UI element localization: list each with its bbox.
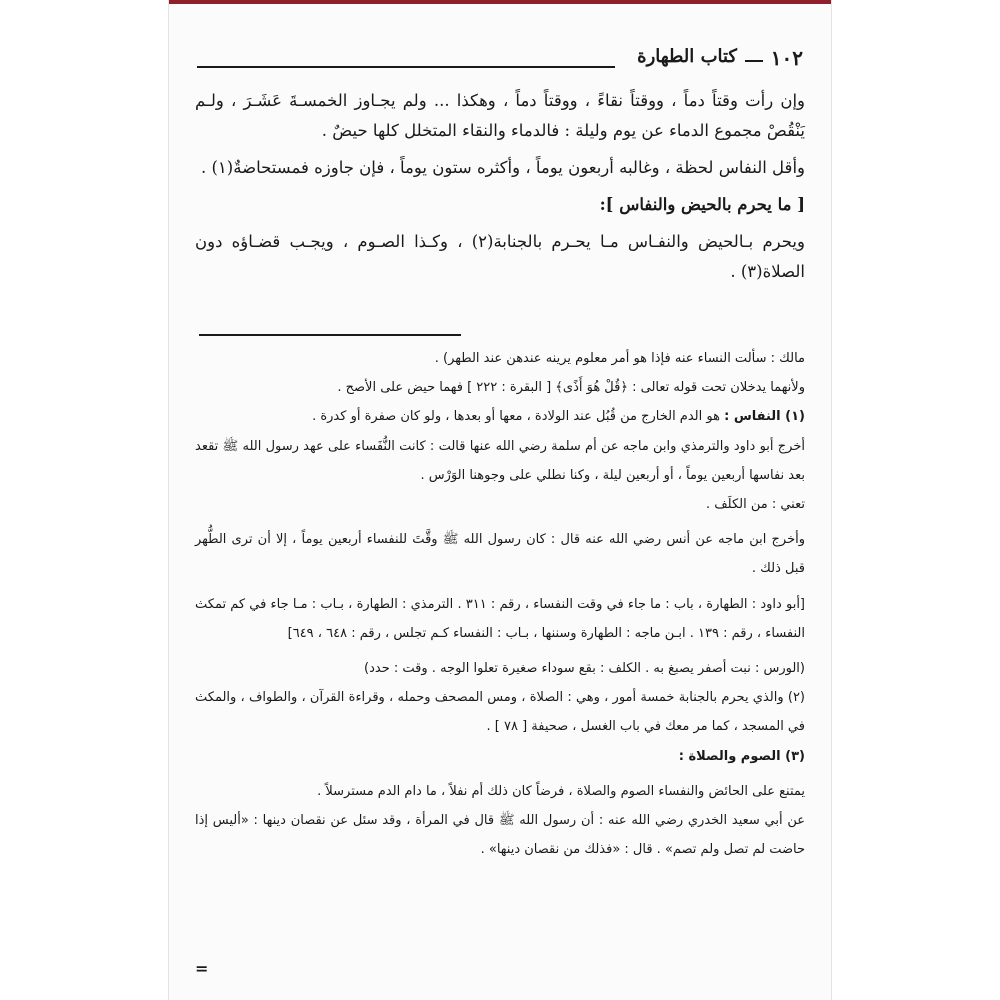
- top-border: [169, 0, 831, 4]
- main-paragraph-1: وإن رأت وقتاً دماً ، ووقتاً نقاءً ، ووقتاً دماً ، وهكذا ... ولم يجـاوز الخمسـةَ عَشَـرَ ، ولـم يَنْقُصْ مجموع الدماء عن يوم وليلة : فالدماء والنقاء المتخلل كلها حيضٌ .: [195, 91, 805, 140]
- footnote-separator: [199, 334, 461, 336]
- header-rule: [197, 66, 615, 68]
- page-number: ١٠٢: [770, 46, 803, 70]
- footnote-1: [195, 402, 805, 431]
- section-heading: [ ما يحرم بالحيض والنفاس ]:: [599, 195, 805, 214]
- footnote-1-text: هو الدم الخارج من قُبُل عند الولادة ، معها أو بعدها ، ولو كان صفرة أو كدرة .: [312, 409, 725, 425]
- footnote-line: يمتنع على الحائض والنفساء الصوم والصلاة ، فرضاً كان ذلك أم نفلاً ، ما دام الدم مسترسلاً .: [317, 783, 805, 799]
- footnote-3-heading: (٣) الصوم والصلاة :: [678, 748, 805, 764]
- footnote-1-label: (١) النفاس :: [724, 409, 805, 425]
- header-dash: [745, 60, 763, 62]
- footnote-glossary: (الورس : نبت أصفر يصبغ به . الكلف : بقع سوداء صغيرة تعلوا الوجه . وقت : حدد): [364, 661, 805, 677]
- book-title: كتاب الطهارة: [637, 46, 737, 67]
- footnote-line: عن أبي سعيد الخدري رضي الله عنه : أن رسول الله ﷺ قال في المرأة ، وقد سئل عن نقصان دينها : «أليس إذا حاضت لم تصل ولم تصم» . قال : «فذلك من نقصان دينها» .: [195, 813, 805, 858]
- running-header: [197, 46, 803, 76]
- footnotes: [195, 344, 805, 864]
- main-paragraph-3: ويحرم بـالحيض والنفـاس مـا يحـرم بالجنابة(٢) ، وكـذا الصـوم ، ويجـب قضـاؤه دون الصلاة(٣) .: [195, 232, 805, 281]
- footnote-line: مالك : سألت النساء عنه فإذا هو أمر معلوم يرينه عندهن عند الطهر) .: [434, 351, 805, 366]
- main-text: [195, 86, 805, 294]
- main-paragraph-2: وأقل النفاس لحظة ، وغالبه أربعون يوماً ، وأكثره ستون يوماً ، فإن جاوزه فمستحاضةٌ(١) .: [200, 158, 805, 177]
- footnote-citation: [أبو داود : الطهارة ، باب : ما جاء في وقت النفساء ، رقم : ٣١١ . الترمذي : الطهارة ، بـاب : مـا جاء في كم تمكث النفساء ، رقم : ١٣٩ . ابـن ماجه : الطهارة وسننها ، بـاب : النفساء كـم تجلس ، رقم : ٦٤٨ ، ٦٤٩]: [195, 596, 805, 641]
- footnote-2: (٢) والذي يحرم بالجنابة خمسة أمور ، وهي : الصلاة ، ومس المصحف وحمله ، وقراءة القرآن ، والطواف ، والمكث في المسجد ، كما مر معك في باب الغسل ، صحيفة [ ٧٨ ] .: [195, 690, 805, 735]
- page-end-mark: =: [195, 959, 209, 978]
- footnote-line: وأخرج ابن ماجه عن أنس رضي الله عنه قال : كان رسول الله ﷺ وقَّتَ للنفساء أربعين يوماً ، إلا أن ترى الطُّهر قبل ذلك .: [195, 532, 805, 577]
- footnote-line: ولأنهما يدخلان تحت قوله تعالى : ﴿قُلْ هُوَ أَذًى﴾ [ البقرة : ٢٢٢ ] فهما حيض على الأصح .: [337, 380, 805, 396]
- footnote-line: أخرج أبو داود والترمذي وابن ماجه عن أم سلمة رضي الله عنها قالت : كانت النُّفَساء على عهد رسول الله ﷺ تقعد بعد نفاسها أربعين يوماً ، أو أربعين ليلة ، وكنا نطلي على وجوهنا الوَرْس .: [195, 438, 805, 483]
- book-page: [168, 0, 832, 1000]
- footnote-line: تعني : من الكلَف .: [705, 497, 805, 513]
